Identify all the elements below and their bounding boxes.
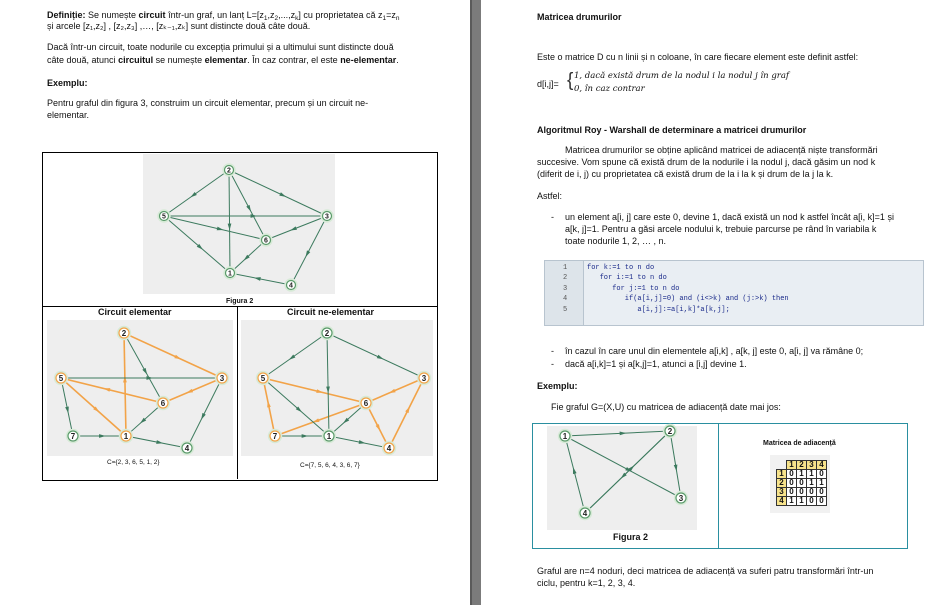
graph-node-label-6: 6 <box>264 237 268 245</box>
matrix-cell: 3 <box>807 461 817 470</box>
code-block <box>544 260 924 326</box>
code-line-number: 4 <box>563 295 568 304</box>
code-line-text: if(a[i,j]=0) and (i<>k) and (j:>k) then <box>587 295 789 304</box>
matrix-cell: 0 <box>817 497 827 506</box>
bullet-2: în cazul în care unul din elementele a[i,k] , a[k, j] este 0, a[i, j] va rămâne 0; <box>565 346 864 356</box>
matrix-row <box>777 497 827 506</box>
matrix-cell: 3 <box>777 488 787 497</box>
code-line-text: for k:=1 to n do <box>587 264 655 272</box>
matrix-cell: 0 <box>787 479 797 488</box>
graph-edge-7-1-arrow <box>302 434 309 438</box>
graph-edge-6-7-arrow <box>313 418 320 422</box>
graph-node-label-5: 5 <box>58 373 64 383</box>
section-title-roy-warshall: Algoritmul Roy - Warshall de determinare a matricei drumurilor <box>537 125 807 135</box>
graph-edge-2-3-arrow <box>377 355 384 359</box>
section-title-path-matrix: Matricea drumurilor <box>537 12 622 22</box>
graph-edge-5-6 <box>263 378 366 403</box>
graph-node-label-2: 2 <box>227 167 231 175</box>
figure-caption-left: Figura 2 <box>226 298 254 305</box>
matrix-cell: 1 <box>807 479 817 488</box>
code-line-text: for i:=1 to n do <box>587 274 667 283</box>
matrix-cell: 0 <box>797 488 807 497</box>
definition-line-1: Definiție: Se numește circuit într-un graf, un lanț $L=[z_1,z_2,...,z_k]$ cu proprietatea că $z_1=z_n$ <box>47 10 400 22</box>
graph-edge-2-3 <box>327 333 424 378</box>
graph-node-label-5: 5 <box>162 213 166 221</box>
example-heading-left: Exemplu: <box>47 78 88 88</box>
graph-node-label-3: 3 <box>421 373 427 383</box>
graph-node-label-6: 6 <box>160 398 166 408</box>
bullet-dash-1: - <box>551 212 554 222</box>
graph-node-label-4: 4 <box>289 282 293 290</box>
matrix-cell: 1 <box>777 470 787 479</box>
graph-node-label-7: 7 <box>70 431 76 441</box>
paragraph-figure-ref-2: elementar. <box>47 110 90 120</box>
bullet-dash-2: - <box>551 346 554 356</box>
code-line-number: 3 <box>563 284 568 293</box>
graph-edge-6-7 <box>275 403 366 436</box>
page-right <box>481 0 951 605</box>
matrix-cell: 1 <box>797 470 807 479</box>
formula-case-1: 1, dacă există drum de la nodul i la nodul j în graf <box>574 71 790 81</box>
adjacency-matrix <box>776 460 827 506</box>
paragraph-elementary-2: câte două, atunci circuitul se numește elementar. În caz contrar, el este ne-elementar. <box>47 55 399 65</box>
page-gutter <box>470 0 481 605</box>
graph-edge-4-3-arrow <box>405 406 410 413</box>
col-title-elementary: Circuit elementar <box>98 307 172 317</box>
code-line-number: 2 <box>563 274 568 283</box>
bullet-1-line-3: toate nodurile 1, 2, … , n. <box>565 236 667 246</box>
non-elementary-circuit-graph <box>0 0 470 605</box>
example-table-divider <box>718 423 719 548</box>
bullet-3: dacă a[i,k]=1 și a[k,j]=1, atunci a [i,j] devine 1. <box>565 359 747 369</box>
graph-node-label-2: 2 <box>667 426 673 436</box>
elementary-caption: C={2, 3, 6, 5, 1, 2} <box>107 459 160 466</box>
code-line-text: a[i,j]:=a[i,k]*a[k,j]; <box>587 305 730 314</box>
formula-label: d[i,j]= <box>537 79 559 89</box>
bullet-1-line-1: un element a[i, j] care este 0, devine 1, dacă există un nod k astfel încât a[i, k]=1 și <box>565 212 894 222</box>
graph-edge-3-6-arrow <box>389 389 396 393</box>
graph-node-label-4: 4 <box>386 443 392 453</box>
graph-edge-2-5 <box>263 333 327 378</box>
matrix-cell: 1 <box>787 497 797 506</box>
matrix-cell: 0 <box>817 470 827 479</box>
graph-node-label-3: 3 <box>219 373 225 383</box>
bullet-1-line-2: a[k, j]=1. Pentru a găsi arcele nodului k, trebuie parcurse pe rând în variabila k <box>565 224 877 234</box>
graph-node-label-2: 2 <box>324 328 330 338</box>
adjacency-matrix-title: Matricea de adiacență <box>763 440 836 447</box>
formula-brace: { <box>567 70 574 91</box>
matrix-cell: 0 <box>807 488 817 497</box>
graph-node-label-7: 7 <box>272 431 278 441</box>
roy-paragraph-2: succesive. Vom spune că există drum de la nodurile i la nodul j, dacă găsim un nod k <box>537 157 876 167</box>
matrix-cell: 0 <box>817 488 827 497</box>
graph-node-label-5: 5 <box>260 373 266 383</box>
graph-node-label-3: 3 <box>678 493 684 503</box>
matrix-cell: 0 <box>787 488 797 497</box>
graph-node-label-2: 2 <box>121 328 127 338</box>
graph-edge-2-5-arrow <box>289 354 296 359</box>
graph-edge-3-6 <box>366 378 424 403</box>
roy-paragraph-3: (diferit de i, j) cu proprietatea că există drum de la i la k și drum de la j la k. <box>537 169 834 179</box>
page-left <box>0 0 470 605</box>
gutter-edge <box>470 0 472 605</box>
graph-edge-7-5-arrow <box>267 401 271 408</box>
graph-edge-5-6-arrow <box>316 389 323 393</box>
final-paragraph-2: ciclu, pentru k=1, 2, 3, 4. <box>537 578 636 588</box>
bullet-dash-3: - <box>551 359 554 369</box>
matrix-cell: 2 <box>777 479 787 488</box>
graph-node-label-3: 3 <box>325 213 329 221</box>
definition-line-2: și arcele [z₁,z₂] , [z₂,z₃] ,…, [zₖ₋₁,zₖ] sunt distincte două câte două. <box>47 21 311 31</box>
graph-node-label-6: 6 <box>363 398 369 408</box>
figure-caption-right: Figura 2 <box>613 532 649 542</box>
matrix-cell: 1 <box>787 461 797 470</box>
graph-node-label-4: 4 <box>184 443 190 453</box>
matrix-cell: 0 <box>787 470 797 479</box>
matrix-cell: 1 <box>797 497 807 506</box>
matrix-cell: 1 <box>817 479 827 488</box>
matrix-cell: 1 <box>807 470 817 479</box>
final-paragraph-1: Graful are n=4 noduri, deci matricea de adiacență va suferi patru transformări într-un <box>537 566 874 576</box>
graph-edge-2-1-arrow <box>326 387 330 394</box>
non-elementary-caption: C={7, 5, 6, 4, 3, 6, 7} <box>300 462 360 469</box>
matrix-cell: 2 <box>797 461 807 470</box>
matrix-cell: 0 <box>807 497 817 506</box>
matrix-definition-text: Este o matrice D cu n linii și n coloane, în care fiecare element este definit astfel: <box>537 52 859 62</box>
graph-node-label-4: 4 <box>582 508 588 518</box>
graph-node-label-1: 1 <box>123 431 129 441</box>
matrix-cell: 4 <box>777 497 787 506</box>
formula-case-2: 0, în caz contrar <box>574 84 645 94</box>
graph-node-label-1: 1 <box>562 431 568 441</box>
roy-paragraph-1: Matricea drumurilor se obține aplicând matricei de adiacență niște transformări <box>565 145 878 155</box>
graph-edge-4-3 <box>389 378 424 448</box>
astfel-label: Astfel: <box>537 191 563 201</box>
code-line-text: for j:=1 to n do <box>587 284 680 293</box>
matrix-cell: 0 <box>797 479 807 488</box>
col-title-non-elementary: Circuit ne-elementar <box>287 307 375 317</box>
graph-node-label-1: 1 <box>228 270 232 278</box>
code-line-number: 5 <box>563 305 568 314</box>
code-line-number: 1 <box>563 264 568 272</box>
matrix-cell: 4 <box>817 461 827 470</box>
paragraph-figure-ref-1: Pentru graful din figura 3, construim un circuit elementar, precum și un circuit ne- <box>47 98 369 108</box>
example-intro: Fie graful G=(X,U) cu matricea de adiacență date mai jos: <box>551 402 781 412</box>
paragraph-elementary-1: Dacă într-un circuit, toate nodurile cu excepția primului și a ultimului sunt distincte două <box>47 42 394 52</box>
graph-edge-2-1 <box>327 333 329 436</box>
graph-node-label-1: 1 <box>326 431 332 441</box>
example-heading-right: Exemplu: <box>537 381 578 391</box>
graph-edge-1-4-arrow <box>359 440 366 444</box>
graph-edge-6-4-arrow <box>376 424 381 431</box>
